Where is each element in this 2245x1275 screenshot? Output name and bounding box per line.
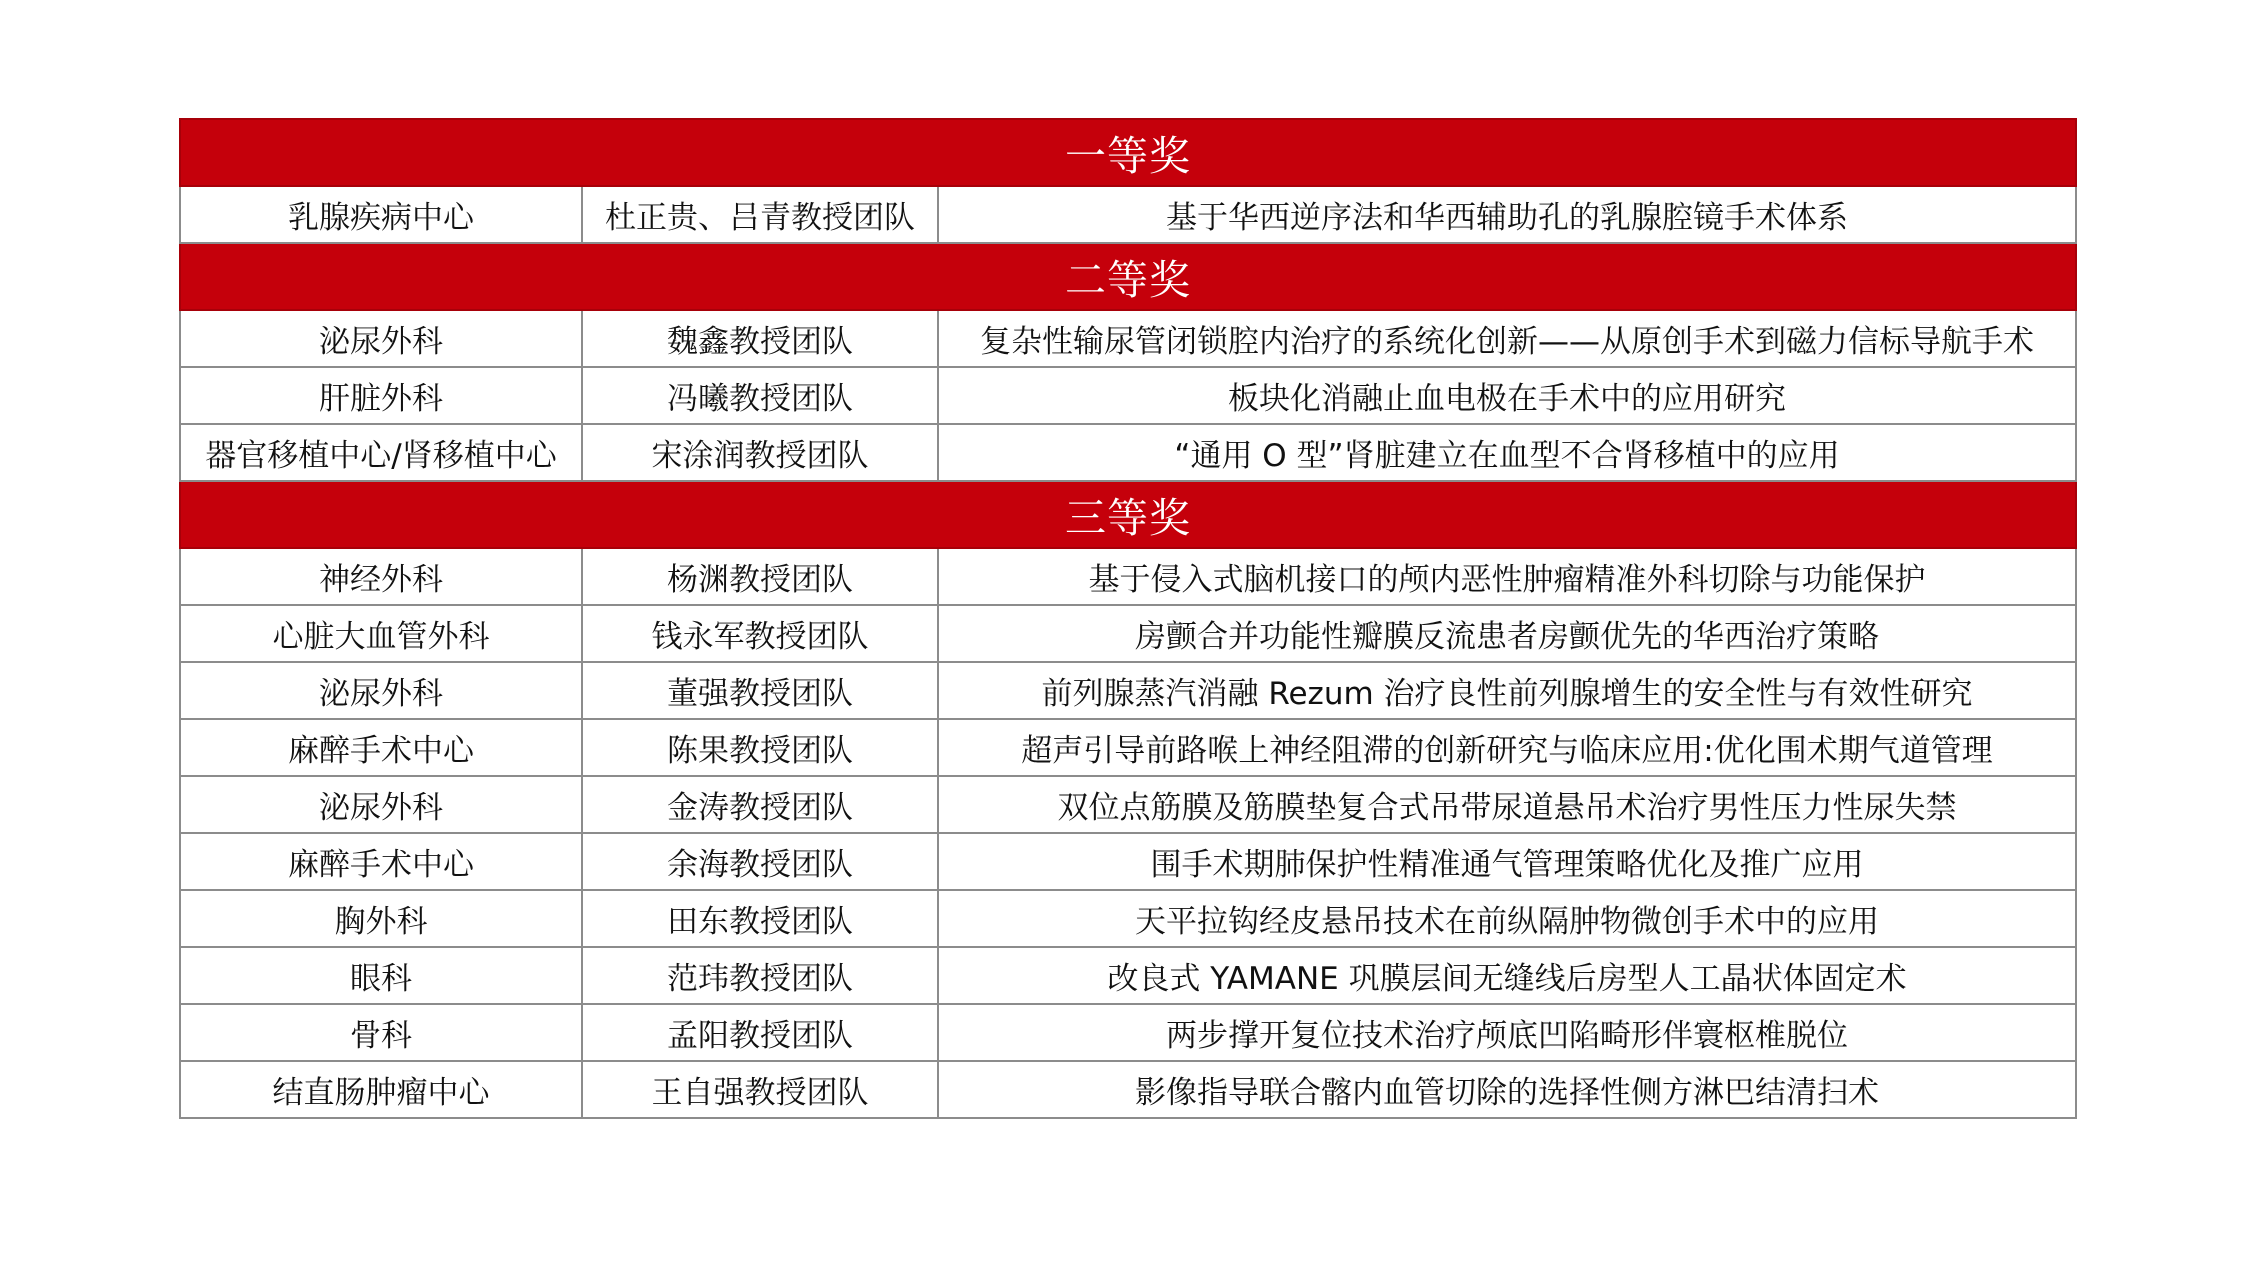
department-cell: 肝脏外科 [180,367,582,424]
team-cell: 杜正贵、吕青教授团队 [582,186,938,243]
department-cell: 结直肠肿瘤中心 [180,1061,582,1118]
tier-header-row [180,481,2076,548]
team-cell: 陈果教授团队 [582,719,938,776]
table-row [180,719,2076,776]
project-cell: 天平拉钩经皮悬吊技术在前纵隔肿物微创手术中的应用 [938,890,2076,947]
project-cell: 两步撑开复位技术治疗颅底凹陷畸形伴寰枢椎脱位 [938,1004,2076,1061]
team-cell: 范玮教授团队 [582,947,938,1004]
tier-header-row [180,119,2076,186]
department-cell: 器官移植中心/肾移植中心 [180,424,582,481]
table-row [180,833,2076,890]
team-cell: 冯曦教授团队 [582,367,938,424]
department-cell: 麻醉手术中心 [180,833,582,890]
department-cell: 胸外科 [180,890,582,947]
department-cell: 神经外科 [180,548,582,605]
project-cell: “通用 O 型”肾脏建立在血型不合肾移植中的应用 [938,424,2076,481]
project-cell: 双位点筋膜及筋膜垫复合式吊带尿道悬吊术治疗男性压力性尿失禁 [938,776,2076,833]
table-row [180,947,2076,1004]
award-table-body [180,119,2076,1118]
team-cell: 董强教授团队 [582,662,938,719]
table-row [180,890,2076,947]
tier-title-third: 三等奖 [180,481,2076,548]
project-cell: 基于侵入式脑机接口的颅内恶性肿瘤精准外科切除与功能保护 [938,548,2076,605]
department-cell: 乳腺疾病中心 [180,186,582,243]
team-cell: 钱永军教授团队 [582,605,938,662]
table-row [180,662,2076,719]
project-cell: 围手术期肺保护性精准通气管理策略优化及推广应用 [938,833,2076,890]
table-row [180,1061,2076,1118]
tier-title-second: 二等奖 [180,243,2076,310]
project-cell: 基于华西逆序法和华西辅助孔的乳腺腔镜手术体系 [938,186,2076,243]
department-cell: 麻醉手术中心 [180,719,582,776]
project-cell: 房颤合并功能性瓣膜反流患者房颤优先的华西治疗策略 [938,605,2076,662]
department-cell: 泌尿外科 [180,310,582,367]
project-cell: 超声引导前路喉上神经阻滞的创新研究与临床应用:优化围术期气道管理 [938,719,2076,776]
project-cell: 前列腺蒸汽消融 Rezum 治疗良性前列腺增生的安全性与有效性研究 [938,662,2076,719]
table-row [180,367,2076,424]
table-row [180,548,2076,605]
department-cell: 心脏大血管外科 [180,605,582,662]
tier-title-first: 一等奖 [180,119,2076,186]
team-cell: 田东教授团队 [582,890,938,947]
table-row [180,186,2076,243]
department-cell: 骨科 [180,1004,582,1061]
project-cell: 板块化消融止血电极在手术中的应用研究 [938,367,2076,424]
tier-header-row [180,243,2076,310]
team-cell: 孟阳教授团队 [582,1004,938,1061]
table-row [180,310,2076,367]
team-cell: 余海教授团队 [582,833,938,890]
team-cell: 金涛教授团队 [582,776,938,833]
table-row [180,424,2076,481]
team-cell: 宋涂润教授团队 [582,424,938,481]
table-row [180,776,2076,833]
project-cell: 改良式 YAMANE 巩膜层间无缝线后房型人工晶状体固定术 [938,947,2076,1004]
department-cell: 眼科 [180,947,582,1004]
department-cell: 泌尿外科 [180,776,582,833]
table-row [180,605,2076,662]
project-cell: 复杂性输尿管闭锁腔内治疗的系统化创新——从原创手术到磁力信标导航手术 [938,310,2076,367]
table-row [180,1004,2076,1061]
project-cell: 影像指导联合髂内血管切除的选择性侧方淋巴结清扫术 [938,1061,2076,1118]
team-cell: 杨渊教授团队 [582,548,938,605]
team-cell: 魏鑫教授团队 [582,310,938,367]
team-cell: 王自强教授团队 [582,1061,938,1118]
department-cell: 泌尿外科 [180,662,582,719]
award-table [179,118,2077,1119]
